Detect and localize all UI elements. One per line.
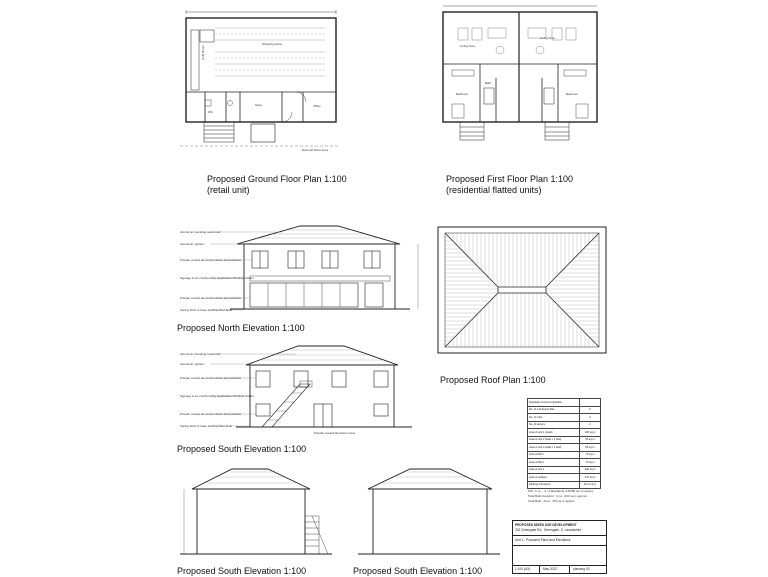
schedule-value: 2 [580,421,601,429]
schedule-row [528,436,601,444]
plan-label-bedroom-left: Bedroom [456,92,469,96]
schedule-note-2: Total Built Footprint : 4 no.: 233 sq.m approx [528,494,587,498]
schedule-row [528,406,601,414]
schedule-row [528,466,601,474]
schedule-of-accommodation [527,398,601,489]
schedule-value: 70 sq.m [580,459,601,467]
caption-first-floor-sub: (residential flatted units) [446,185,542,195]
schedule-value [580,399,601,407]
north-note-roof: Aluminium standing seam roof [180,230,221,234]
schedule-label: Area of unit 3 (total + 1 bed) [528,444,580,452]
schedule-label: Area of unit 2 (total + 1 bed) [528,436,580,444]
schedule-label: No. of storeys [528,421,580,429]
north-note-signage: Signage to be confirmed by application Off white render [180,276,254,280]
schedule-note-1: Plot: 4 no. - 3 / 1 Residents (130/80 sq.m) approx [528,489,594,493]
south-note-windows: Powder coated aluminium doors and windows [180,376,242,380]
schedule-row [528,414,601,422]
schedule-row [528,474,601,482]
title-number: planning 03 [573,567,590,571]
schedule-label: No. of 1 bedroom flats [528,406,580,414]
title-scale: 1:100 (A3) [515,567,530,571]
caption-first-floor: Proposed First Floor Plan 1:100 [446,174,574,184]
south-note-signage: Signage to be confirmed by application Off white render [180,394,254,398]
plan-label-living-left: Living Area [460,44,475,48]
plan-label-store: Store [255,103,263,107]
south-door-note: Powder coated aluminium door [314,431,356,435]
schedule-value: 70 sq.m [580,451,601,459]
south-note-gutters: Aluminium gutters [180,362,205,366]
plan-label-shopping-area: Shopping Area [262,42,282,46]
plan-label-living-right: Living Area [540,36,555,40]
schedule-row [528,459,601,467]
schedule-label: Area of unit 1 [528,466,580,474]
title-date: May 2022 [543,567,557,571]
north-note-windows: Powder coated aluminium doors and windows [180,258,242,262]
schedule-value: 2 [580,406,601,414]
plan-label-cold-room: Cold Room [201,44,205,60]
caption-ground-floor-sub: (retail unit) [207,185,250,195]
plan-label-external-store: External Store Area [302,148,329,152]
north-note-doors: Powder coated aluminium doors and windows [180,296,242,300]
schedule-row [528,444,601,452]
plan-label-bathroom: Bath [485,81,492,85]
schedule-value: 3 [580,414,601,422]
schedule-row [528,429,601,437]
schedule-label: Area of unit 1 (retail) [528,429,580,437]
plan-label-office: Office [313,104,321,108]
schedule-row [528,421,601,429]
title-drawing: Unit 1 - Proposed Plans and Elevations [515,538,571,542]
caption-roof-plan: Proposed Roof Plan 1:100 [440,375,546,385]
schedule-label: Area of flat 2 [528,459,580,467]
plan-label-wc: WC [208,110,213,114]
schedule-row [528,399,601,407]
caption-south-elevation-3: Proposed South Elevation 1:100 [353,566,483,576]
north-note-gutters: Aluminium gutters [180,242,205,246]
south-note-doors: Powder coated aluminium doors and windows [180,412,242,416]
plan-label-bedroom-right: Bedroom [566,92,579,96]
schedule-note-3: Total Built : Area : 370 sq.m approx [528,499,575,503]
caption-ground-floor: Proposed Ground Floor Plan 1:100 [207,174,347,184]
south-note-roof: Aluminium standing seam roof [180,352,221,356]
caption-north-elevation: Proposed North Elevation 1:100 [177,323,305,333]
schedule-label: Schedule of Accommodation [528,399,580,407]
schedule-row [528,481,601,489]
schedule-value: 170 sq.m [580,474,601,482]
caption-south-elevation: Proposed South Elevation 1:100 [177,444,307,454]
schedule-value: 65 sq.m [580,444,601,452]
schedule-value: 65 sq.m [580,436,601,444]
schedule-label: Area of parking [528,474,580,482]
caption-south-elevation-2: Proposed South Elevation 1:100 [177,566,307,576]
schedule-label: Area of flat 1 [528,451,580,459]
schedule-value: 130 sq.m [580,429,601,437]
schedule-label: Parking (off-street) [528,481,580,489]
title-project: PROPOSED MIXED USE DEVELOPMENT [515,523,577,527]
schedule-label: No. of units [528,414,580,422]
north-note-brick: Facing brick to base and first floor level [180,308,233,312]
schedule-value: 11 (3 min.) [580,481,601,489]
schedule-row [528,451,601,459]
schedule-value: 230 sq.m [580,466,601,474]
south-note-brick: Facing brick to base and first floor level [180,424,233,428]
title-block [512,520,607,574]
title-address: 202 Greengate Rd., Greengate, S. Lanarkshire [515,528,582,532]
